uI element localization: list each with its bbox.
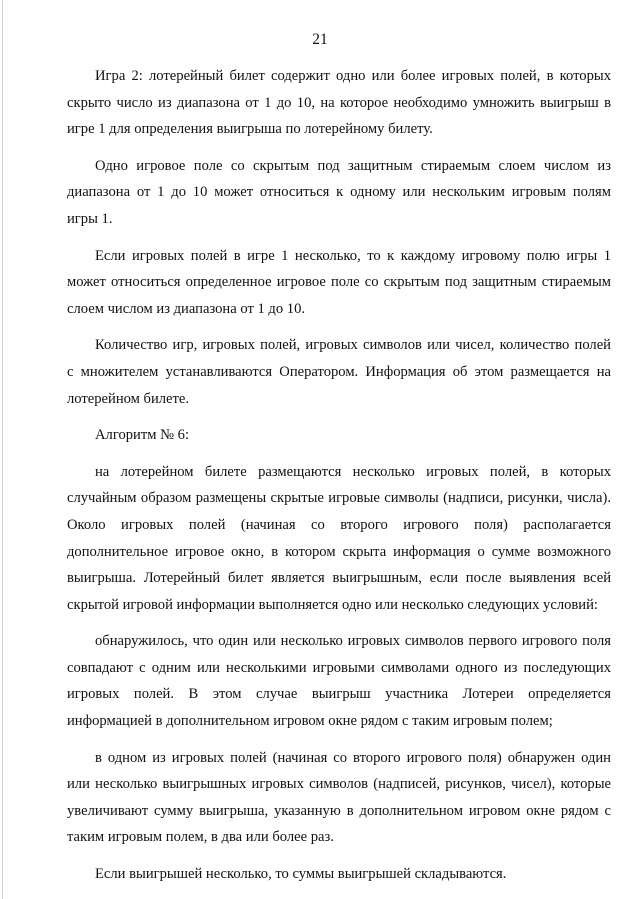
- paragraph-algorithm-body: [67, 459, 611, 619]
- text-line: может относиться определенное игровое поле со скрытым под защитным стираемым: [67, 274, 611, 291]
- paragraph-sum: [95, 861, 611, 888]
- text-line: или несколько выигрышных игровых символов (надписей, рисунков, чисел), которые: [67, 776, 611, 793]
- document-body: [67, 63, 611, 898]
- text-line: обнаружилось, что один или несколько игровых символов первого игрового поля: [95, 633, 611, 650]
- paragraph-operator: [67, 332, 611, 412]
- text-line: Алгоритм № 6:: [95, 427, 190, 444]
- paragraph-condition-2: [67, 745, 611, 851]
- paragraph-condition-1: [67, 628, 611, 734]
- text-line: информацией в дополнительном игровом окне рядом с таким игровым полем;: [67, 713, 553, 730]
- text-line: увеличивают сумму выигрыша, указанную в дополнительном игровом окне рядом с: [67, 802, 611, 819]
- text-line: игре 1 для определения выигрыша по лотерейному билету.: [67, 121, 433, 138]
- text-line: Если игровых полей в игре 1 несколько, то к каждому игровому полю игры 1: [95, 247, 611, 264]
- text-line: в одном из игровых полей (начиная со второго игрового поля) обнаружен один: [95, 749, 611, 766]
- text-line: таким игровым полем, в два или более раз.: [67, 829, 334, 846]
- text-line: Одно игровое поле со скрытым под защитным стираемым слоем числом из: [95, 157, 611, 174]
- paragraph-field-relation: [67, 153, 611, 233]
- text-line: скрытой игровой информации выполняется одно или несколько следующих условий:: [67, 596, 598, 613]
- text-line: случайным образом размещены скрытые игровые символы (надписи, рисунки, числа).: [67, 490, 611, 507]
- text-line: Количество игр, игровых полей, игровых символов или чисел, количество полей: [95, 337, 611, 354]
- text-line: с множителем устанавливаются Оператором. Информация об этом размещается на: [67, 363, 611, 380]
- paragraph-algorithm-title: [95, 422, 611, 449]
- text-line: совпадают с одним или несколькими игровыми символами одного из последующих: [67, 659, 611, 676]
- text-line: Если выигрышей несколько, то суммы выигрышей складываются.: [95, 866, 507, 883]
- text-line: выигрыша. Лотерейный билет является выигрышным, если после выявления всей: [67, 570, 611, 587]
- page-number: 21: [312, 31, 328, 48]
- text-line: слоем числом из диапазона от 1 до 10.: [67, 300, 306, 317]
- text-line: лотерейном билете.: [67, 390, 190, 407]
- text-line: Игра 2: лотерейный билет содержит одно или более игровых полей, в которых: [95, 68, 611, 84]
- text-line: на лотерейном билете размещаются несколько игровых полей, в которых: [95, 463, 611, 480]
- paragraph-multiple-fields: [67, 243, 611, 323]
- scan-edge: [2, 0, 3, 899]
- text-line: скрыто число из диапазона от 1 до 10, на которое необходимо умножить выигрыш в: [67, 94, 611, 111]
- text-line: игровых полей. В этом случае выигрыш участника Лотереи определяется: [67, 686, 611, 703]
- text-line: диапазона от 1 до 10 может относиться к одному или нескольким игровым полям: [67, 184, 611, 201]
- text-line: Около игровых полей (начиная со второго игрового поля) располагается: [67, 516, 611, 533]
- text-line: дополнительное игровое окно, в котором скрыта информация о сумме возможного: [67, 543, 611, 560]
- text-line: игры 1.: [67, 210, 113, 227]
- paragraph-game2: [67, 63, 611, 143]
